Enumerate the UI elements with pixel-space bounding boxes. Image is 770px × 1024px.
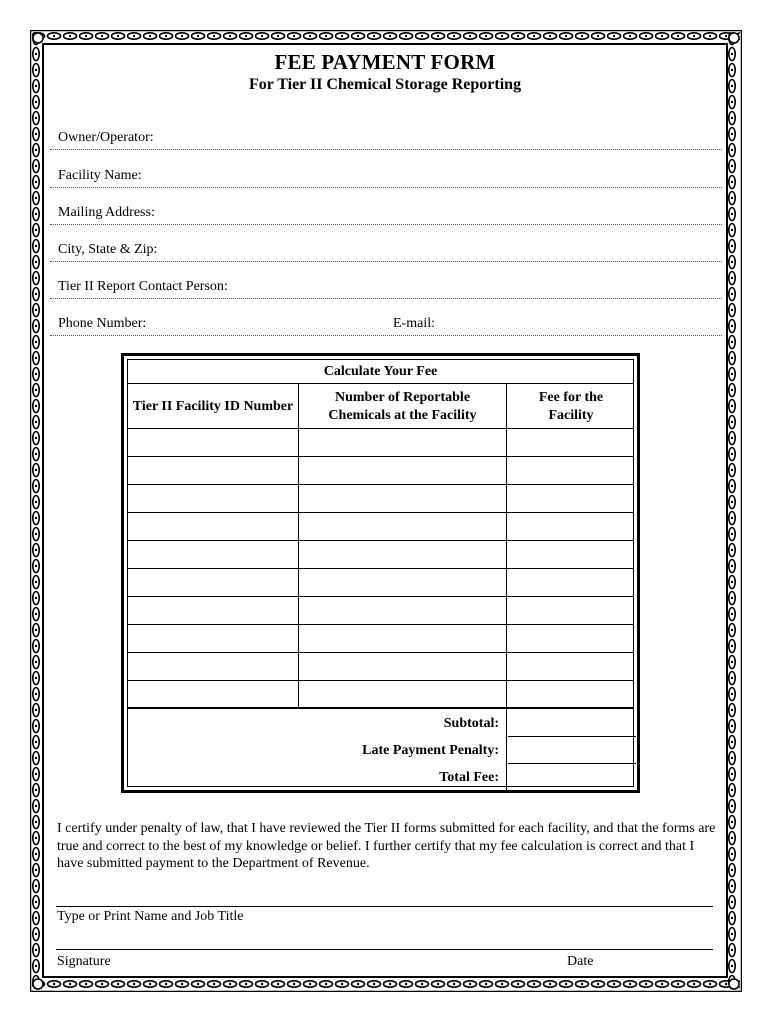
contact-person-field[interactable] <box>50 277 722 299</box>
table-row[interactable] <box>128 513 633 540</box>
owner-operator-field[interactable] <box>50 128 722 150</box>
table-row[interactable] <box>128 541 633 568</box>
table-row[interactable] <box>128 653 633 680</box>
column-header-fee: Fee for the Facility <box>538 389 604 423</box>
city-state-zip-field[interactable] <box>50 240 722 262</box>
city-state-zip-label: City, State & Zip: <box>58 242 158 257</box>
table-row[interactable] <box>128 681 633 708</box>
fee-calculation-table <box>121 353 640 793</box>
column-header-chemicals: Number of Reportable Chemicals at the Facility <box>328 389 477 423</box>
table-row[interactable] <box>128 569 633 596</box>
owner-operator-label: Owner/Operator: <box>58 130 154 145</box>
form-title: FEE PAYMENT FORM <box>274 50 496 74</box>
certification-statement: I certify under penalty of law, that I have reviewed the Tier II forms submitted for each facility, and that the forms are true and correct to the best of my knowledge or belief. I further certify that my fee calculation is correct and that I have submitted payment to the Department of Revenue. <box>57 821 716 871</box>
subtotal-box-rule <box>508 736 636 737</box>
caption-rule <box>128 383 633 384</box>
column-header-facility-id: Tier II Facility ID Number <box>132 398 294 414</box>
table-caption: Calculate Your Fee <box>128 360 633 384</box>
phone-email-field[interactable] <box>50 314 722 336</box>
date-label: Date <box>567 954 594 969</box>
contact-person-label: Tier II Report Contact Person: <box>58 279 228 294</box>
signature-label: Signature <box>57 954 111 969</box>
table-row[interactable] <box>128 597 633 624</box>
form-subtitle: For Tier II Chemical Storage Reporting <box>248 76 522 93</box>
table-row[interactable] <box>128 429 633 456</box>
total-fee-label: Total Fee: <box>439 770 499 785</box>
name-title-line[interactable] <box>56 906 713 907</box>
subtotal-rule <box>128 707 633 709</box>
subtotal-label: Subtotal: <box>443 716 499 731</box>
signature-line[interactable] <box>56 949 713 950</box>
phone-number-label: Phone Number: <box>58 316 147 331</box>
penalty-box-rule <box>508 763 636 764</box>
table-row[interactable] <box>128 625 633 652</box>
name-title-label: Type or Print Name and Job Title <box>57 909 244 924</box>
mailing-address-label: Mailing Address: <box>58 205 155 220</box>
summary-divider <box>506 709 507 791</box>
facility-name-field[interactable] <box>50 166 722 188</box>
table-row[interactable] <box>128 457 633 484</box>
late-penalty-label: Late Payment Penalty: <box>362 743 499 758</box>
email-label: E-mail: <box>393 316 435 331</box>
table-row[interactable] <box>128 485 633 512</box>
mailing-address-field[interactable] <box>50 203 722 225</box>
facility-name-label: Facility Name: <box>58 168 142 183</box>
